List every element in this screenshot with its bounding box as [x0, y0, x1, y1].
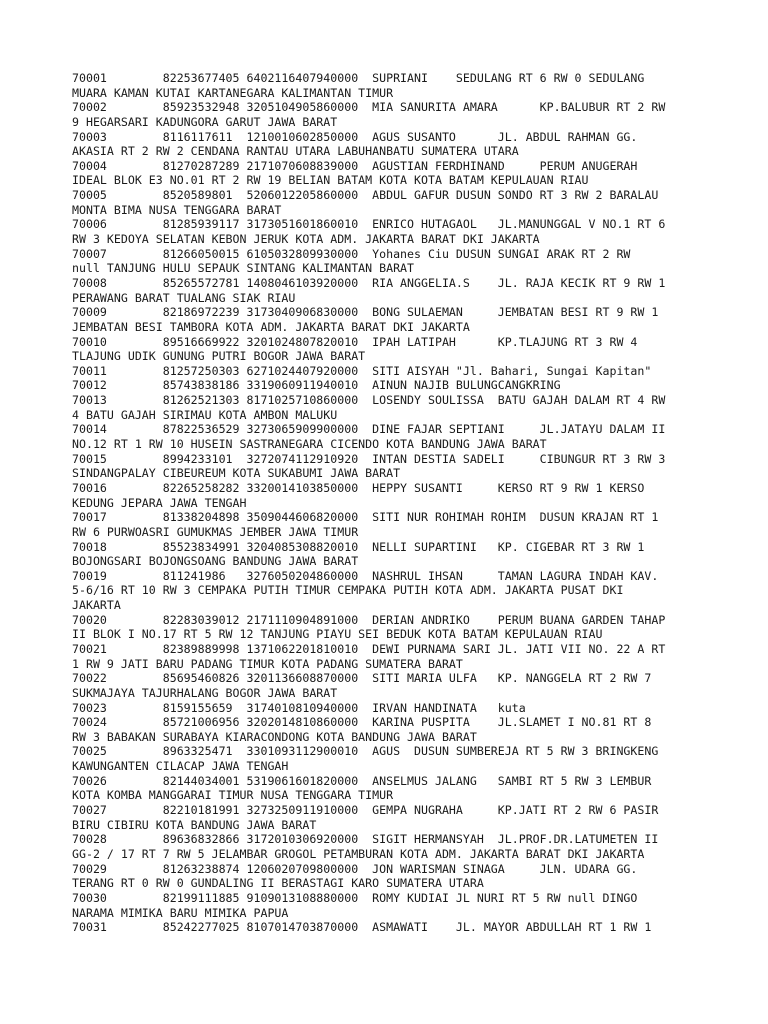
document-line: BIRU CIBIRU KOTA BANDUNG JAWA BARAT — [72, 817, 317, 832]
document-line: 70017 81338204898 3509044606820000 SITI NUR ROHIMAH ROHIM DUSUN KRAJAN RT 1 — [72, 510, 659, 525]
document-line: KEDUNG JEPARA JAWA TENGAH — [72, 495, 247, 510]
document-line: 70015 8994233101 3272074112910920 INTAN DESTIA SADELI CIBUNGUR RT 3 RW 3 — [72, 451, 666, 466]
document-line: 70009 82186972239 3173040906830000 BONG SULAEMAN JEMBATAN BESI RT 9 RW 1 — [72, 305, 659, 320]
document-line: KAWUNGANTEN CILACAP JAWA TENGAH — [72, 759, 289, 774]
document-line: 70001 82253677405 6402116407940000 SUPRIANI SEDULANG RT 6 RW 0 SEDULANG — [72, 71, 645, 85]
document-line: 70023 8159155659 3174010810940000 IRVAN HANDINATA kuta — [72, 700, 526, 715]
document-line: BOJONGSARI BOJONGSOANG BANDUNG JAWA BARAT — [72, 554, 359, 569]
document-line: RW 6 PURWOASRI GUMUKMAS JEMBER JAWA TIMUR — [72, 524, 359, 539]
document-line: NARAMA MIMIKA BARU MIMIKA PAPUA — [72, 905, 289, 920]
document-line: JEMBATAN BESI TAMBORA KOTA ADM. JAKARTA BARAT DKI JAKARTA — [72, 319, 470, 334]
document-line: 70007 81266050015 6105032809930000 Yohanes Ciu DUSUN SUNGAI ARAK RT 2 RW — [72, 246, 631, 261]
document-line: 70027 82210181991 3273250911910000 GEMPA NUGRAHA KP.JATI RT 2 RW 6 PASIR — [72, 803, 659, 818]
document-line: 70026 82144034001 5319061601820000 ANSELMUS JALANG SAMBI RT 5 RW 3 LEMBUR — [72, 773, 652, 788]
document-line: 70011 81257250303 6271024407920000 SITI AISYAH "Jl. Bahari, Sungai Kapitan" — [72, 363, 652, 378]
document-line: 9 HEGARSARI KADUNGORA GARUT JAWA BARAT — [72, 114, 338, 129]
document-line: 1 RW 9 JATI BARU PADANG TIMUR KOTA PADANG SUMATERA BARAT — [72, 656, 463, 671]
document-line: TERANG RT 0 RW 0 GUNDALING II BERASTAGI KARO SUMATERA UTARA — [72, 876, 484, 891]
document-line: 70018 85523834991 3204085308820010 NELLI SUPARTINI KP. CIGEBAR RT 3 RW 1 — [72, 539, 645, 554]
document-line: TLAJUNG UDIK GUNUNG PUTRI BOGOR JAWA BARAT — [72, 349, 366, 364]
document-line: 70014 87822536529 3273065909900000 DINE FAJAR SEPTIANI JL.JATAYU DALAM II — [72, 422, 666, 437]
document-line: 70021 82389889998 1371062201810010 DEWI PURNAMA SARI JL. JATI VII NO. 22 A RT — [72, 641, 666, 656]
document-line: SUKMAJAYA TAJURHALANG BOGOR JAWA BARAT — [72, 685, 338, 700]
document-line: 70006 81285939117 3173051601860010 ENRICO HUTAGAOL JL.MANUNGGAL V NO.1 RT 6 — [72, 217, 666, 232]
document-line: 70028 89636832866 3172010306920000 SIGIT HERMANSYAH JL.PROF.DR.LATUMETEN II — [72, 832, 659, 847]
document-line: KOTA KOMBA MANGGARAI TIMUR NUSA TENGGARA TIMUR — [72, 788, 394, 803]
document-line: 70019 811241986 3276050204860000 NASHRUL IHSAN TAMAN LAGURA INDAH KAV. — [72, 568, 659, 583]
document-line: II BLOK I NO.17 RT 5 RW 12 TANJUNG PIAYU SEI BEDUK KOTA BATAM KEPULAUAN RIAU — [72, 627, 603, 642]
document-line: RW 3 BABAKAN SURABAYA KIARACONDONG KOTA BANDUNG JAWA BARAT — [72, 729, 477, 744]
document-line: 70030 82199111885 9109013108880000 ROMY KUDIAI JL NURI RT 5 RW null DINGO — [72, 890, 638, 905]
document-line: NO.12 RT 1 RW 10 HUSEIN SASTRANEGARA CICENDO KOTA BANDUNG JAWA BARAT — [72, 437, 547, 452]
document-line: 4 BATU GAJAH SIRIMAU KOTA AMBON MALUKU — [72, 407, 338, 422]
document-line: 70031 85242277025 8107014703870000 ASMAWATI JL. MAYOR ABDULLAH RT 1 RW 1 — [72, 920, 652, 935]
document-line: 70013 81262521303 8171025710860000 LOSENDY SOULISSA BATU GAJAH DALAM RT 4 RW — [72, 393, 666, 408]
document-line: MUARA KAMAN KUTAI KARTANEGARA KALIMANTAN TIMUR — [72, 85, 394, 100]
document-line: 70003 8116117611 1210010602850000 AGUS SUSANTO JL. ABDUL RAHMAN GG. — [72, 129, 638, 144]
document-line: JAKARTA — [72, 598, 121, 613]
document-line: 70020 82283039012 2171110904891000 DERIAN ANDRIKO PERUM BUANA GARDEN TAHAP — [72, 612, 666, 627]
document-line: 70012 85743838186 3319060911940010 AINUN NAJIB BULUNGCANGKRING — [72, 378, 561, 393]
document-line: 70004 81270287289 2171070608839000 AGUSTIAN FERDHINAND PERUM ANUGERAH — [72, 158, 638, 173]
document-line: SINDANGPALAY CIBEUREUM KOTA SUKABUMI JAWA BARAT — [72, 466, 401, 481]
document-line: null TANJUNG HULU SEPAUK SINTANG KALIMANTAN BARAT — [72, 261, 415, 276]
document-line: 70024 85721006956 3202014810860000 KARINA PUSPITA JL.SLAMET I NO.81 RT 8 — [72, 715, 652, 730]
document-line: 70025 8963325471 3301093112900010 AGUS DUSUN SUMBEREJA RT 5 RW 3 BRINGKENG — [72, 744, 659, 759]
document-line: 70016 82265258282 3320014103850000 HEPPY SUSANTI KERSO RT 9 RW 1 KERSO — [72, 480, 645, 495]
document-line: 70022 85695460826 3201136608870000 SITI MARIA ULFA KP. NANGGELA RT 2 RW 7 — [72, 671, 652, 686]
document-line: IDEAL BLOK E3 NO.01 RT 2 RW 19 BELIAN BATAM KOTA KOTA BATAM KEPULAUAN RIAU — [72, 173, 589, 188]
document-line: RW 3 KEDOYA SELATAN KEBON JERUK KOTA ADM. JAKARTA BARAT DKI JAKARTA — [72, 232, 540, 247]
document-line: PERAWANG BARAT TUALANG SIAK RIAU — [72, 290, 296, 305]
document-line: 70002 85923532948 3205104905860000 MIA SANURITA AMARA KP.BALUBUR RT 2 RW — [72, 100, 666, 115]
document-line: 70029 81263238874 1206020709800000 JON WARISMAN SINAGA JLN. UDARA GG. — [72, 861, 638, 876]
document-line: 5-6/16 RT 10 RW 3 CEMPAKA PUTIH TIMUR CEMPAKA PUTIH KOTA ADM. JAKARTA PUSAT DKI — [72, 583, 624, 598]
document-page — [72, 71, 712, 935]
document-line: GG-2 / 17 RT 7 RW 5 JELAMBAR GROGOL PETAMBURAN KOTA ADM. JAKARTA BARAT DKI JAKARTA — [72, 846, 645, 861]
document-line: MONTA BIMA NUSA TENGGARA BARAT — [72, 202, 282, 217]
document-line: 70005 8520589801 5206012205860000 ABDUL GAFUR DUSUN SONDO RT 3 RW 2 BARALAU — [72, 188, 659, 203]
document-line: 70008 85265572781 1408046103920000 RIA ANGGELIA.S JL. RAJA KECIK RT 9 RW 1 — [72, 275, 666, 290]
document-line: 70010 89516669922 3201024807820010 IPAH LATIPAH KP.TLAJUNG RT 3 RW 4 — [72, 334, 638, 349]
document-line: AKASIA RT 2 RW 2 CENDANA RANTAU UTARA LABUHANBATU SUMATERA UTARA — [72, 144, 519, 159]
